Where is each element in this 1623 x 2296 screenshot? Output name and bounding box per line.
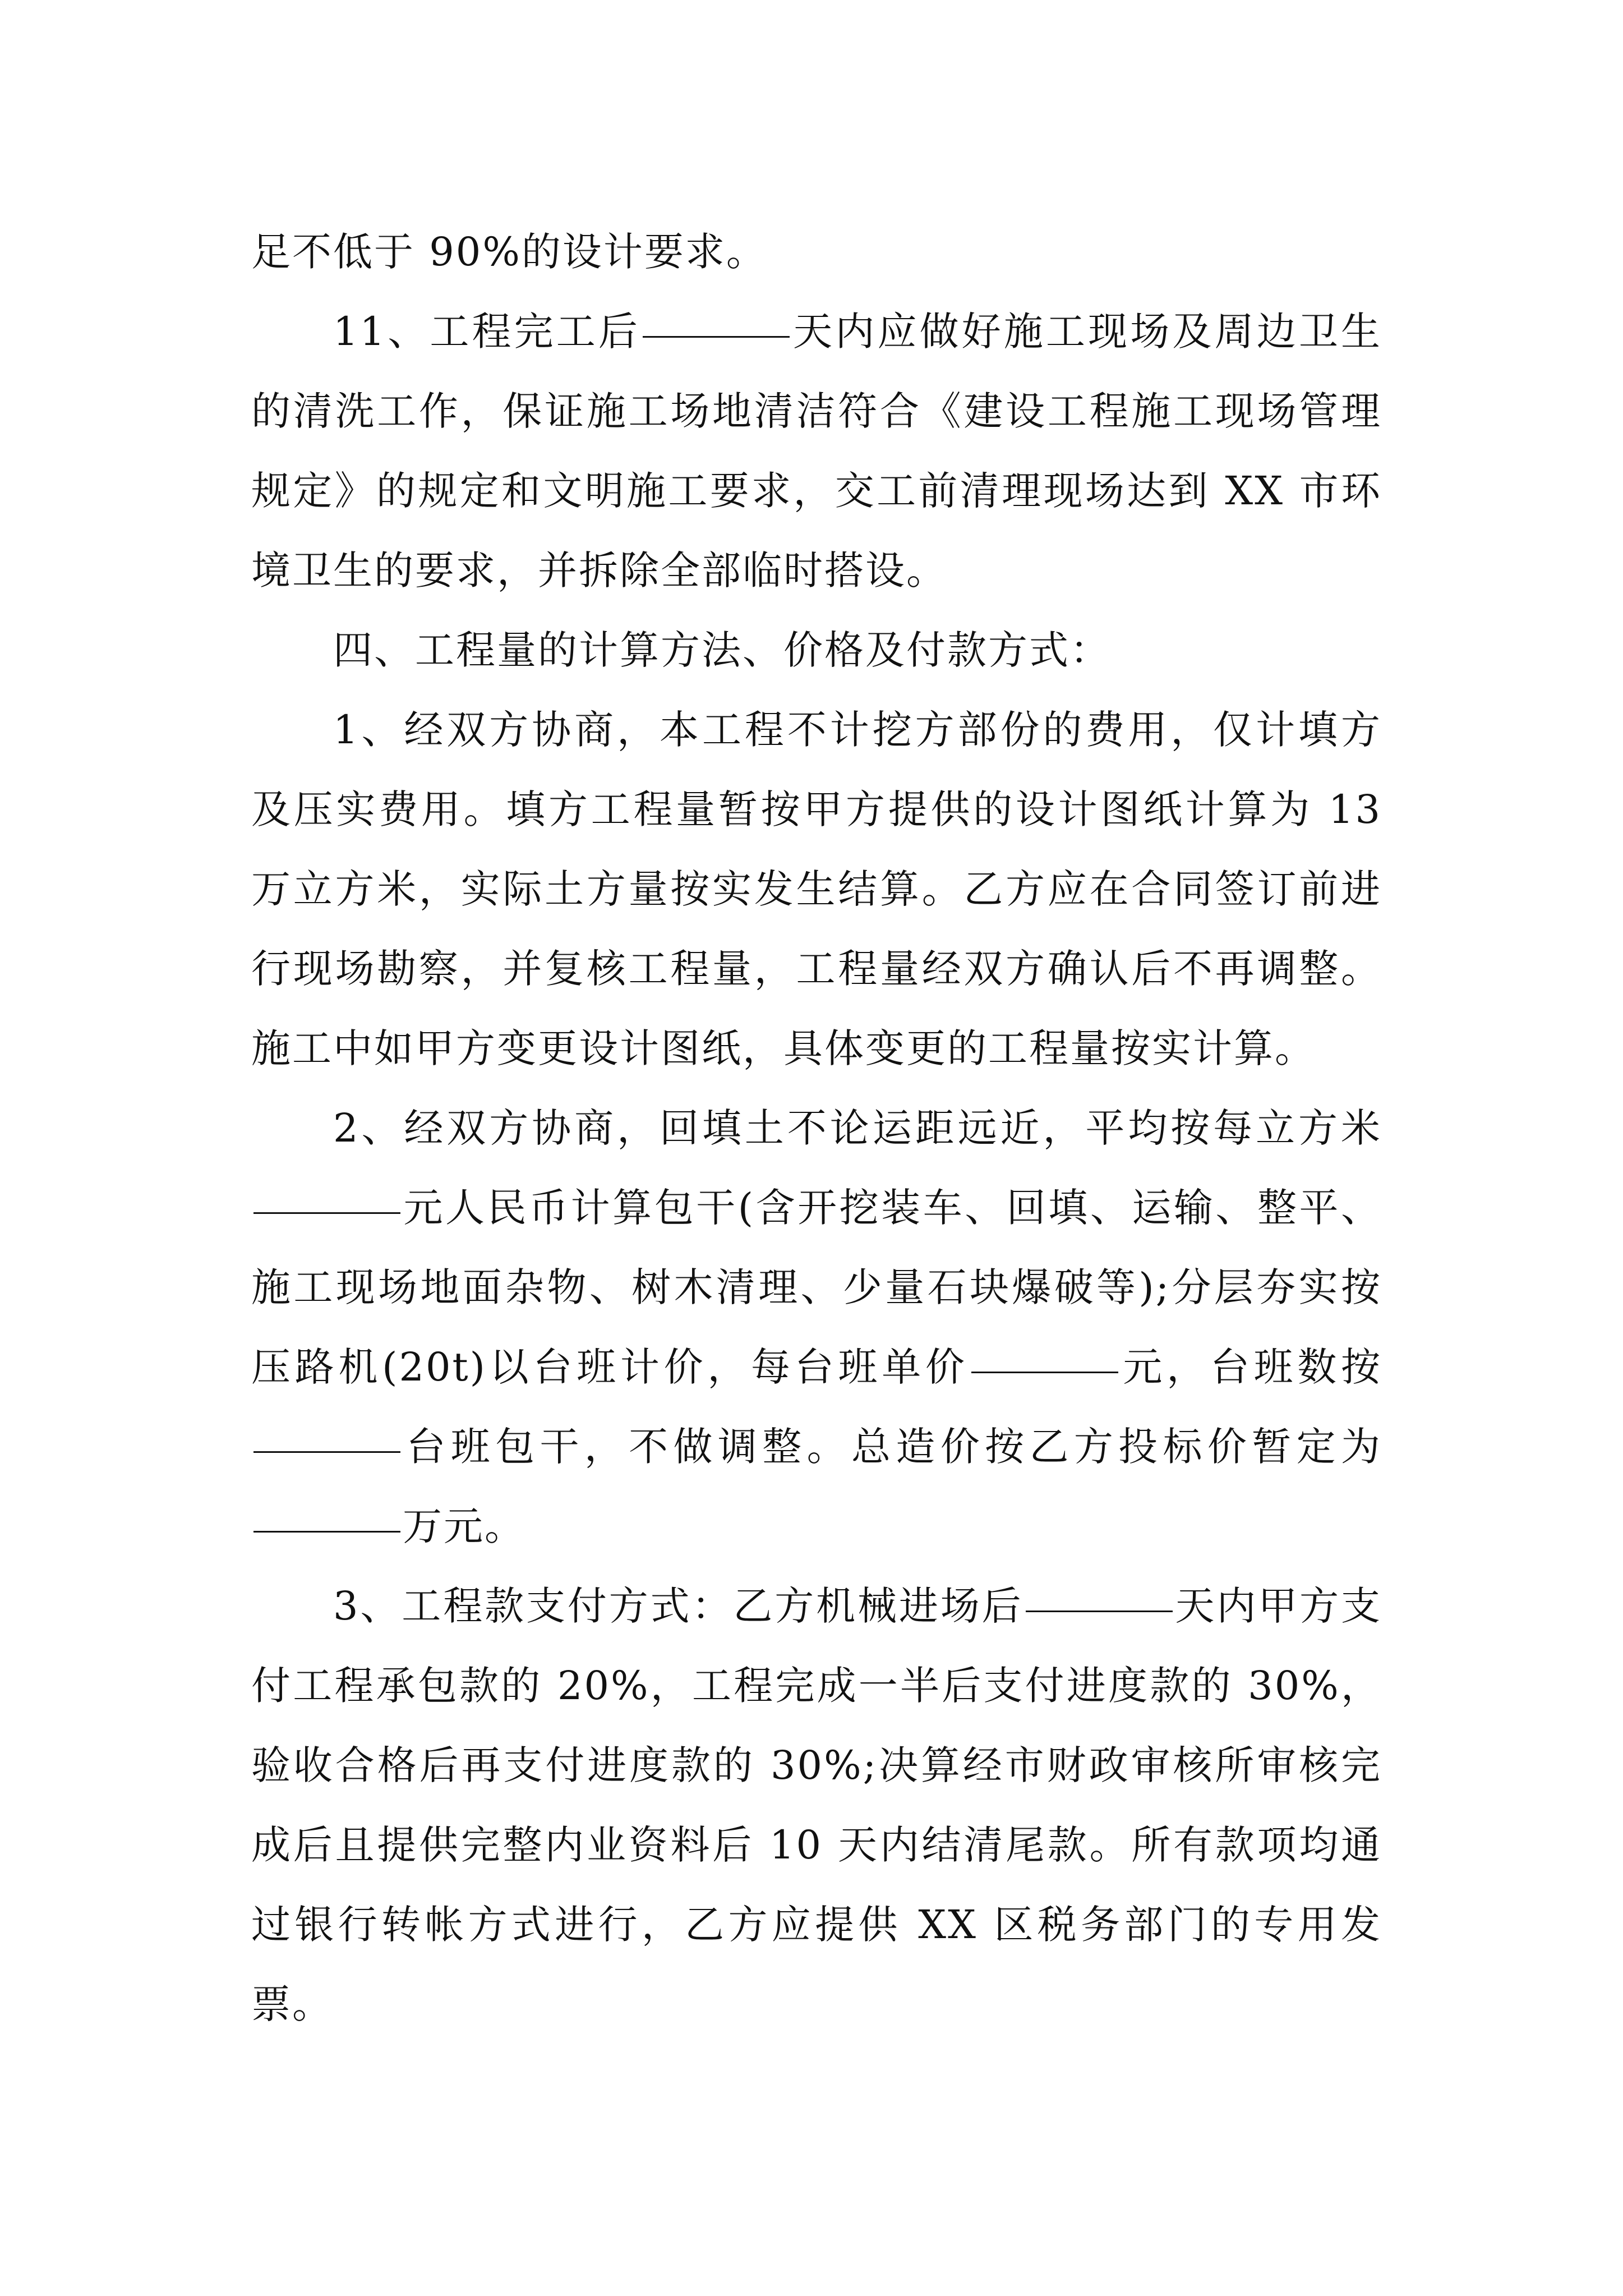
text-segment: 天内应做好施工现场及周边卫生的清洗工作，保证施工场地清洁符合《建设工程施工现场管理规定》的规定和文明施工要求，交工前清理现场达到 XX 市环境卫生的要求，并拆除全部临时搭设。 <box>251 309 1382 593</box>
paragraph-continuation <box>251 212 1382 292</box>
text-segment: 1、经双方协商，本工程不计挖方部份的费用，仅计填方及压实费用。填方工程量暂按甲方提供的设计图纸计算为 13 万立方米，实际土方量按实发生结算。乙方应在合同签订前进行现场勘察，并复核工程量，工程量经双方确认后不再调整。施工中如甲方变更设计图纸，具体变更的工程量按实计算。 <box>251 707 1382 1071</box>
section-heading-4 <box>251 610 1382 690</box>
text-segment: 元，台班数按 <box>1120 1344 1382 1390</box>
paragraph-clause-11 <box>251 292 1382 610</box>
fill-in-blank <box>643 335 790 338</box>
paragraph-item-1 <box>251 690 1382 1088</box>
text-segment: 万元。 <box>403 1503 525 1549</box>
fill-in-blank <box>253 1530 400 1533</box>
fill-in-blank <box>253 1212 400 1214</box>
text-segment: 3、工程款支付方式：乙方机械进场后 <box>333 1583 1023 1629</box>
text-segment: 四、工程量的计算方法、价格及付款方式： <box>333 627 1111 673</box>
text-segment: 足不低于 90%的设计要求。 <box>251 229 767 275</box>
fill-in-blank <box>971 1371 1118 1373</box>
paragraph-item-2 <box>251 1088 1382 1566</box>
text-segment: 元人民币计算包干(含开挖装车、回填、运输、整平、施工现场地面杂物、树木清理、少量石块爆破等);分层夯实按压路机(20t)以台班计价，每台班单价 <box>251 1185 1382 1390</box>
fill-in-blank <box>253 1451 400 1453</box>
fill-in-blank <box>1026 1610 1173 1612</box>
text-segment: 天内甲方支付工程承包款的 20%，工程完成一半后支付进度款的 30%，验收合格后再支付进度款的 30%;决算经市财政审核所审核完成后且提供完整内业资料后 10 天内结清尾款。所有款项均通过银行转帐方式进行，乙方应提供 XX 区税务部门的专用发票。 <box>251 1583 1382 2027</box>
text-segment: 台班包干，不做调整。总造价按乙方投标价暂定为 <box>403 1424 1382 1470</box>
contract-text-body <box>251 212 1382 2044</box>
text-segment: 11、工程完工后 <box>333 309 641 355</box>
paragraph-item-3 <box>251 1566 1382 2044</box>
text-segment: 2、经双方协商，回填土不论运距远近，平均按每立方米 <box>333 1105 1382 1151</box>
